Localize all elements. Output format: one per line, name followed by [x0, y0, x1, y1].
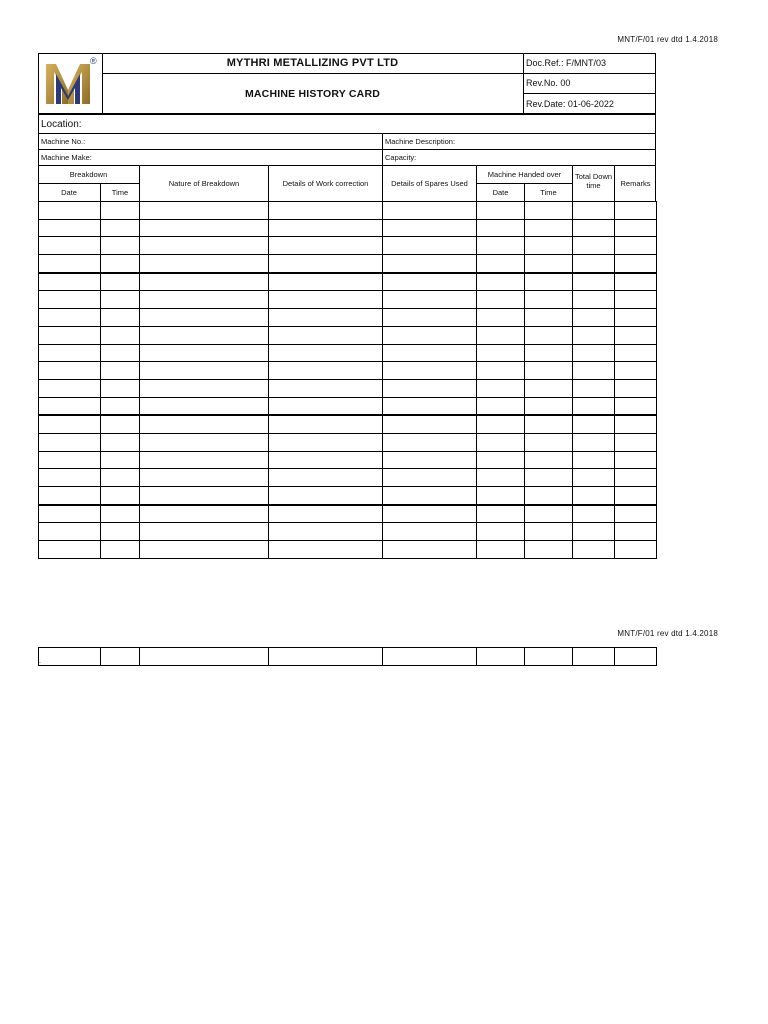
table-cell[interactable] [101, 202, 140, 220]
table-cell[interactable] [140, 344, 269, 362]
table-cell[interactable] [525, 255, 573, 273]
table-cell[interactable] [477, 451, 525, 469]
table-cell[interactable] [477, 309, 525, 327]
table-cell[interactable] [383, 523, 477, 541]
table-cell[interactable] [269, 469, 383, 487]
continuation-cell[interactable] [140, 648, 269, 666]
table-cell[interactable] [525, 219, 573, 237]
table-cell[interactable] [525, 523, 573, 541]
table-cell[interactable] [383, 505, 477, 523]
table-cell[interactable] [477, 397, 525, 415]
table-cell[interactable] [39, 219, 101, 237]
table-cell[interactable] [573, 237, 615, 255]
table-cell[interactable] [477, 505, 525, 523]
table-cell[interactable] [269, 433, 383, 451]
table-row [39, 379, 657, 397]
table-row [39, 415, 657, 433]
table-cell[interactable] [383, 487, 477, 505]
table-cell[interactable] [615, 505, 657, 523]
table-row [39, 541, 657, 559]
table-cell[interactable] [525, 397, 573, 415]
table-cell[interactable] [615, 362, 657, 380]
table-cell[interactable] [39, 326, 101, 344]
table-cell[interactable] [615, 469, 657, 487]
table-cell[interactable] [525, 469, 573, 487]
table-row [39, 237, 657, 255]
table-cell[interactable] [140, 397, 269, 415]
table-row [39, 469, 657, 487]
table-cell[interactable] [525, 415, 573, 433]
table-cell[interactable] [39, 469, 101, 487]
table-cell[interactable] [573, 379, 615, 397]
table-cell[interactable] [140, 273, 269, 291]
continuation-cell[interactable] [615, 648, 657, 666]
table-cell[interactable] [39, 379, 101, 397]
table-cell[interactable] [101, 523, 140, 541]
table-cell[interactable] [615, 523, 657, 541]
machine-description-field[interactable]: Machine Description: [385, 137, 456, 146]
table-cell[interactable] [140, 237, 269, 255]
table-cell[interactable] [39, 344, 101, 362]
table-cell[interactable] [140, 219, 269, 237]
history-table [38, 201, 657, 559]
logo-m-icon [44, 60, 100, 108]
table-cell[interactable] [140, 362, 269, 380]
table-cell[interactable] [269, 379, 383, 397]
table-cell[interactable] [477, 291, 525, 309]
table-cell[interactable] [140, 309, 269, 327]
table-cell[interactable] [269, 415, 383, 433]
table-cell[interactable] [39, 433, 101, 451]
company-logo [44, 56, 100, 108]
table-cell[interactable] [383, 291, 477, 309]
table-cell[interactable] [477, 273, 525, 291]
table-cell[interactable] [39, 291, 101, 309]
table-row [39, 326, 657, 344]
table-cell[interactable] [383, 451, 477, 469]
table-cell[interactable] [615, 451, 657, 469]
table-cell[interactable] [101, 397, 140, 415]
table-cell[interactable] [615, 415, 657, 433]
company-name: MYTHRI METALLIZING PVT LTD [226, 57, 399, 69]
form-reference: MNT/F/01 rev dtd 1.4.2018 [617, 35, 718, 44]
table-cell[interactable] [101, 344, 140, 362]
table-cell[interactable] [615, 255, 657, 273]
table-cell[interactable] [383, 273, 477, 291]
table-cell[interactable] [269, 397, 383, 415]
table-cell[interactable] [39, 397, 101, 415]
table-cell[interactable] [615, 237, 657, 255]
col-breakdown-date: Date [61, 188, 77, 197]
table-cell[interactable] [573, 291, 615, 309]
table-cell[interactable] [140, 523, 269, 541]
table-cell[interactable] [101, 379, 140, 397]
continuation-cell[interactable] [383, 648, 477, 666]
table-cell[interactable] [573, 202, 615, 220]
table-cell[interactable] [525, 505, 573, 523]
table-row [39, 202, 657, 220]
col-handed-date: Date [492, 188, 509, 197]
table-cell[interactable] [140, 505, 269, 523]
table-row [39, 451, 657, 469]
table-cell[interactable] [140, 415, 269, 433]
table-cell[interactable] [140, 433, 269, 451]
card-title: MACHINE HISTORY CARD [244, 88, 381, 100]
table-cell[interactable] [140, 451, 269, 469]
table-cell[interactable] [615, 291, 657, 309]
table-cell[interactable] [269, 487, 383, 505]
table-cell[interactable] [525, 309, 573, 327]
table-cell[interactable] [573, 273, 615, 291]
table-cell[interactable] [140, 291, 269, 309]
table-cell[interactable] [39, 362, 101, 380]
table-cell[interactable] [525, 541, 573, 559]
table-cell[interactable] [140, 379, 269, 397]
continuation-mark: . [39, 657, 41, 665]
col-work-correction: Details of Work correction [282, 179, 369, 188]
table-cell[interactable] [573, 433, 615, 451]
table-cell[interactable] [383, 362, 477, 380]
table-cell[interactable] [101, 237, 140, 255]
table-cell[interactable] [525, 344, 573, 362]
table-cell[interactable] [269, 309, 383, 327]
table-cell[interactable] [383, 237, 477, 255]
table-cell[interactable] [383, 219, 477, 237]
table-cell[interactable] [39, 451, 101, 469]
table-cell[interactable] [269, 362, 383, 380]
table-cell[interactable] [477, 326, 525, 344]
table-cell[interactable] [615, 326, 657, 344]
table-cell[interactable] [383, 344, 477, 362]
table-cell[interactable] [573, 309, 615, 327]
table-cell[interactable] [383, 255, 477, 273]
table-cell[interactable] [477, 344, 525, 362]
table-cell[interactable] [39, 202, 101, 220]
table-cell[interactable] [39, 255, 101, 273]
table-cell[interactable] [269, 326, 383, 344]
table-cell[interactable] [101, 291, 140, 309]
table-cell[interactable] [573, 451, 615, 469]
col-nature-of-breakdown: Nature of Breakdown [168, 179, 240, 188]
table-row [39, 255, 657, 273]
table-cell[interactable] [101, 469, 140, 487]
table-cell[interactable] [269, 202, 383, 220]
table-cell[interactable] [383, 469, 477, 487]
table-cell[interactable] [525, 451, 573, 469]
table-cell[interactable] [39, 487, 101, 505]
form-reference-bottom: MNT/F/01 rev dtd 1.4.2018 [617, 629, 718, 638]
table-cell[interactable] [39, 505, 101, 523]
table-cell[interactable] [477, 415, 525, 433]
table-cell[interactable] [477, 202, 525, 220]
table-row [39, 397, 657, 415]
table-cell[interactable] [383, 397, 477, 415]
table-cell[interactable] [573, 469, 615, 487]
rev-no: Rev.No. 00 [526, 78, 571, 88]
table-cell[interactable] [101, 309, 140, 327]
table-row [39, 344, 657, 362]
table-cell[interactable] [525, 326, 573, 344]
table-cell[interactable] [39, 309, 101, 327]
table-cell[interactable] [525, 487, 573, 505]
location-field[interactable]: Location: [41, 118, 82, 130]
table-cell[interactable] [269, 344, 383, 362]
table-cell[interactable] [269, 451, 383, 469]
table-cell[interactable] [573, 362, 615, 380]
continuation-cell[interactable] [269, 648, 383, 666]
table-cell[interactable] [477, 487, 525, 505]
table-cell[interactable] [140, 255, 269, 273]
table-cell[interactable] [101, 487, 140, 505]
col-remarks: Remarks [620, 179, 651, 188]
continuation-cell[interactable] [39, 648, 101, 666]
col-spares-used: Details of Spares Used [391, 179, 468, 188]
table-cell[interactable] [615, 344, 657, 362]
table-cell[interactable] [140, 202, 269, 220]
table-cell[interactable] [269, 273, 383, 291]
table-cell[interactable] [269, 505, 383, 523]
table-cell[interactable] [269, 219, 383, 237]
table-cell[interactable] [39, 523, 101, 541]
registered-mark: ® [90, 56, 97, 66]
table-cell[interactable] [615, 397, 657, 415]
table-cell[interactable] [525, 237, 573, 255]
table-row [39, 291, 657, 309]
table-cell[interactable] [573, 344, 615, 362]
table-cell[interactable] [477, 379, 525, 397]
table-cell[interactable] [383, 202, 477, 220]
table-cell[interactable] [615, 433, 657, 451]
table-cell[interactable] [101, 505, 140, 523]
continuation-table [38, 647, 657, 666]
table-cell[interactable] [477, 237, 525, 255]
table-cell[interactable] [140, 541, 269, 559]
table-cell[interactable] [269, 291, 383, 309]
table-cell[interactable] [573, 487, 615, 505]
table-cell[interactable] [101, 451, 140, 469]
table-cell[interactable] [615, 202, 657, 220]
table-cell[interactable] [269, 255, 383, 273]
table-cell[interactable] [101, 415, 140, 433]
table-cell[interactable] [269, 541, 383, 559]
table-cell[interactable] [101, 255, 140, 273]
col-machine-handed-over: Machine Handed over [487, 170, 562, 179]
table-cell[interactable] [477, 255, 525, 273]
table-cell[interactable] [383, 309, 477, 327]
table-cell[interactable] [615, 219, 657, 237]
table-cell[interactable] [39, 273, 101, 291]
doc-ref: Doc.Ref.: F/MNT/03 [526, 58, 607, 68]
table-cell[interactable] [615, 541, 657, 559]
table-cell[interactable] [573, 255, 615, 273]
table-cell[interactable] [525, 291, 573, 309]
machine-no-field[interactable]: Machine No.: [41, 137, 86, 146]
table-cell[interactable] [573, 415, 615, 433]
table-cell[interactable] [615, 273, 657, 291]
table-cell[interactable] [477, 541, 525, 559]
table-cell[interactable] [383, 379, 477, 397]
table-cell[interactable] [525, 379, 573, 397]
col-handed-time: Time [540, 188, 557, 197]
table-cell[interactable] [477, 523, 525, 541]
table-cell[interactable] [39, 415, 101, 433]
table-cell[interactable] [383, 415, 477, 433]
table-cell[interactable] [140, 487, 269, 505]
col-breakdown: Breakdown [69, 170, 108, 179]
table-cell[interactable] [573, 219, 615, 237]
table-cell[interactable] [383, 433, 477, 451]
table-cell[interactable] [101, 326, 140, 344]
table-cell[interactable] [477, 469, 525, 487]
table-cell[interactable] [573, 326, 615, 344]
table-cell[interactable] [101, 273, 140, 291]
table-cell[interactable] [525, 273, 573, 291]
table-row [39, 309, 657, 327]
table-cell[interactable] [101, 541, 140, 559]
table-row [39, 273, 657, 291]
capacity-field[interactable]: Capacity: [385, 153, 417, 162]
table-cell[interactable] [615, 379, 657, 397]
table-cell[interactable] [615, 309, 657, 327]
table-cell[interactable] [269, 237, 383, 255]
table-cell[interactable] [383, 326, 477, 344]
table-cell[interactable] [39, 237, 101, 255]
table-cell[interactable] [101, 362, 140, 380]
continuation-cell[interactable] [477, 648, 525, 666]
table-row [39, 219, 657, 237]
table-cell[interactable] [140, 469, 269, 487]
table-cell[interactable] [525, 362, 573, 380]
table-row [39, 487, 657, 505]
table-cell[interactable] [477, 219, 525, 237]
continuation-cell[interactable] [573, 648, 615, 666]
table-cell[interactable] [573, 397, 615, 415]
col-total-down-time: Total Down time [574, 172, 613, 190]
continuation-cell[interactable] [101, 648, 140, 666]
table-cell[interactable] [39, 541, 101, 559]
table-cell[interactable] [269, 523, 383, 541]
table-row [39, 505, 657, 523]
table-cell[interactable] [477, 362, 525, 380]
table-cell[interactable] [525, 202, 573, 220]
table-row [39, 523, 657, 541]
table-cell[interactable] [101, 433, 140, 451]
rev-date: Rev.Date: 01-06-2022 [526, 98, 614, 109]
table-cell[interactable] [615, 487, 657, 505]
table-cell[interactable] [573, 505, 615, 523]
col-breakdown-time: Time [111, 188, 129, 197]
table-cell[interactable] [140, 326, 269, 344]
table-cell[interactable] [525, 433, 573, 451]
continuation-cell[interactable] [525, 648, 573, 666]
table-cell[interactable] [383, 541, 477, 559]
table-cell[interactable] [573, 541, 615, 559]
table-cell[interactable] [101, 219, 140, 237]
table-row [39, 433, 657, 451]
table-row [39, 362, 657, 380]
table-cell[interactable] [477, 433, 525, 451]
table-cell[interactable] [573, 523, 615, 541]
machine-make-field[interactable]: Machine Make: [41, 153, 92, 162]
